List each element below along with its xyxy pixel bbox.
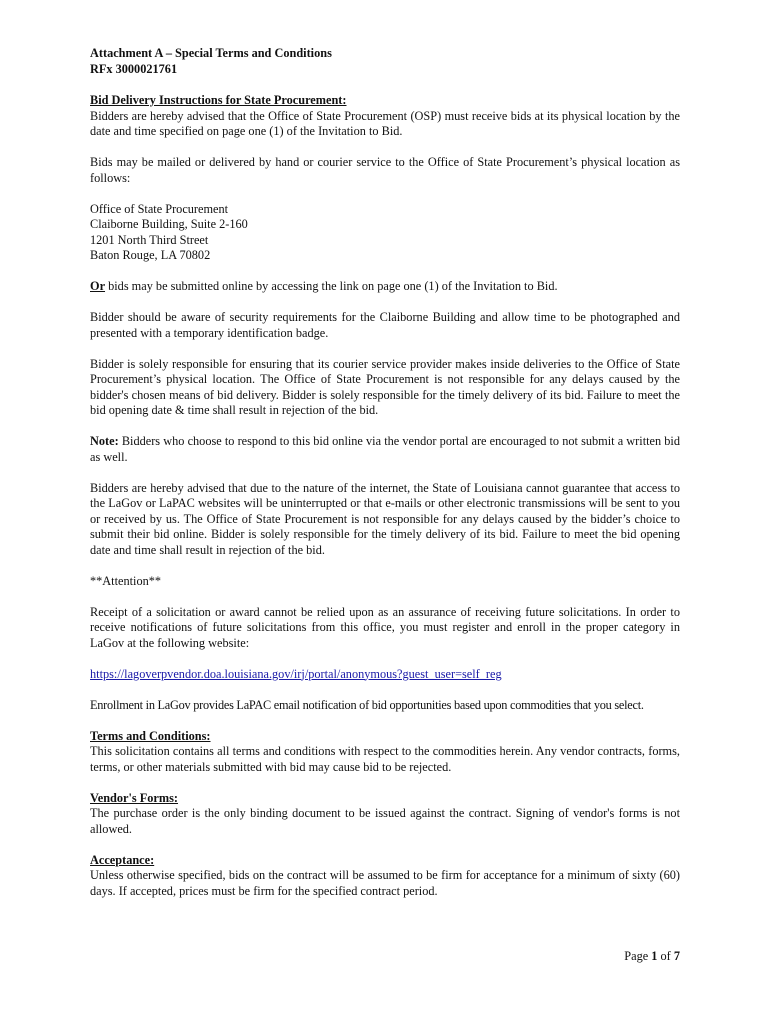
- paragraph-vendor-forms: The purchase order is the only binding document to be issued against the contract. Signing of vendor's forms is not allowed.: [90, 806, 680, 836]
- paragraph-link: [90, 667, 680, 683]
- paragraph-online-submission: [90, 279, 680, 295]
- of-word: of: [657, 949, 674, 963]
- note-text: Bidders who choose to respond to this bid online via the vendor portal are encouraged to not submit a written bid as well.: [90, 434, 680, 464]
- page-current: 1: [651, 949, 658, 963]
- paragraph-terms: This solicitation contains all terms and conditions with respect to the commodities herein. Any vendor contracts, forms, terms, or other materials submitted with bid may cause bid to be rejected.: [90, 744, 680, 774]
- paragraph-mail-delivery: Bids may be mailed or delivered by hand or courier service to the Office of State Procurement’s physical location as follows:: [90, 155, 680, 185]
- page-total: 7: [673, 949, 680, 963]
- paragraph-bid-location: Bidders are hereby advised that the Office of State Procurement (OSP) must receive bids at its physical location by the date and time specified on page one (1) of the Invitation to Bid.: [90, 108, 680, 138]
- paragraph-internet-disclaimer: Bidders are hereby advised that due to the nature of the internet, the State of Louisiana cannot guarantee that access to the LaGov or LaPAC websites will be uninterrupted or that e-mails or other electronic transmissions will be sent to you or received by us. The Office of State Procurement is not responsible for any delays caused by the bidder’s choice to submit their bid online. Bidder is solely responsible for the timely delivery of its bid. Failure to meet the bid opening date and time shall result in rejection of the bid.: [90, 480, 680, 557]
- paragraph-enrollment: Enrollment in LaGov provides LaPAC email notification of bid opportunities based upon commodities that you select.: [90, 697, 644, 712]
- paragraph-courier: Bidder is solely responsible for ensuring that its courier service provider makes inside deliveries to the Office of State Procurement’s physical location. The Office of State Procurement is not responsible for any delays caused by the bidder's chosen means of bid delivery. Bidder is solely responsible for the timely delivery of its bid. Failure to meet the bid opening date & time shall result in rejection of the bid.: [90, 356, 680, 417]
- address-line: Baton Rouge, LA 70802: [90, 248, 211, 262]
- paragraph-acceptance: Unless otherwise specified, bids on the contract will be assumed to be firm for acceptance for a minimum of sixty (60) days. If accepted, prices must be firm for the specified contract period.: [90, 868, 680, 898]
- address-line: Office of State Procurement: [90, 201, 229, 216]
- paragraph-note: [90, 434, 680, 465]
- or-text: bids may be submitted online by accessing the link on page one (1) of the Invitation to Bid.: [105, 279, 558, 293]
- section-heading-terms: Terms and Conditions:: [90, 728, 211, 743]
- document-header-title: Attachment A – Special Terms and Conditions: [90, 46, 332, 60]
- section-heading-acceptance: Acceptance:: [90, 852, 155, 867]
- paragraph-notifications: Receipt of a solicitation or award cannot be relied upon as an assurance of receiving future solicitations. In order to receive notifications of future solicitations from this office, you must register and enroll in the proper category in LaGov at the following website:: [90, 604, 680, 650]
- header-spacer: [90, 77, 680, 93]
- page-word: Page: [624, 949, 652, 963]
- attention-label: **Attention**: [90, 573, 162, 588]
- paragraph-security: Bidder should be aware of security requirements for the Claiborne Building and allow time to be photographed and presented with a temporary identification badge.: [90, 310, 680, 340]
- or-label: Or: [90, 279, 106, 293]
- address-line: Claiborne Building, Suite 2-160: [90, 217, 248, 231]
- section-heading-bid-delivery: Bid Delivery Instructions for State Procurement:: [90, 93, 347, 107]
- document-header-rfx: RFx 3000021761: [90, 61, 178, 76]
- mailing-address: [90, 202, 680, 264]
- note-label: Note:: [90, 434, 119, 448]
- section-heading-vendor-forms: Vendor's Forms:: [90, 790, 179, 805]
- lagov-registration-link[interactable]: https://lagoverpvendor.doa.louisiana.gov/irj/portal/anonymous?guest_user=self_reg: [90, 666, 502, 681]
- address-line: 1201 North Third Street: [90, 232, 209, 247]
- page-number: [624, 949, 680, 965]
